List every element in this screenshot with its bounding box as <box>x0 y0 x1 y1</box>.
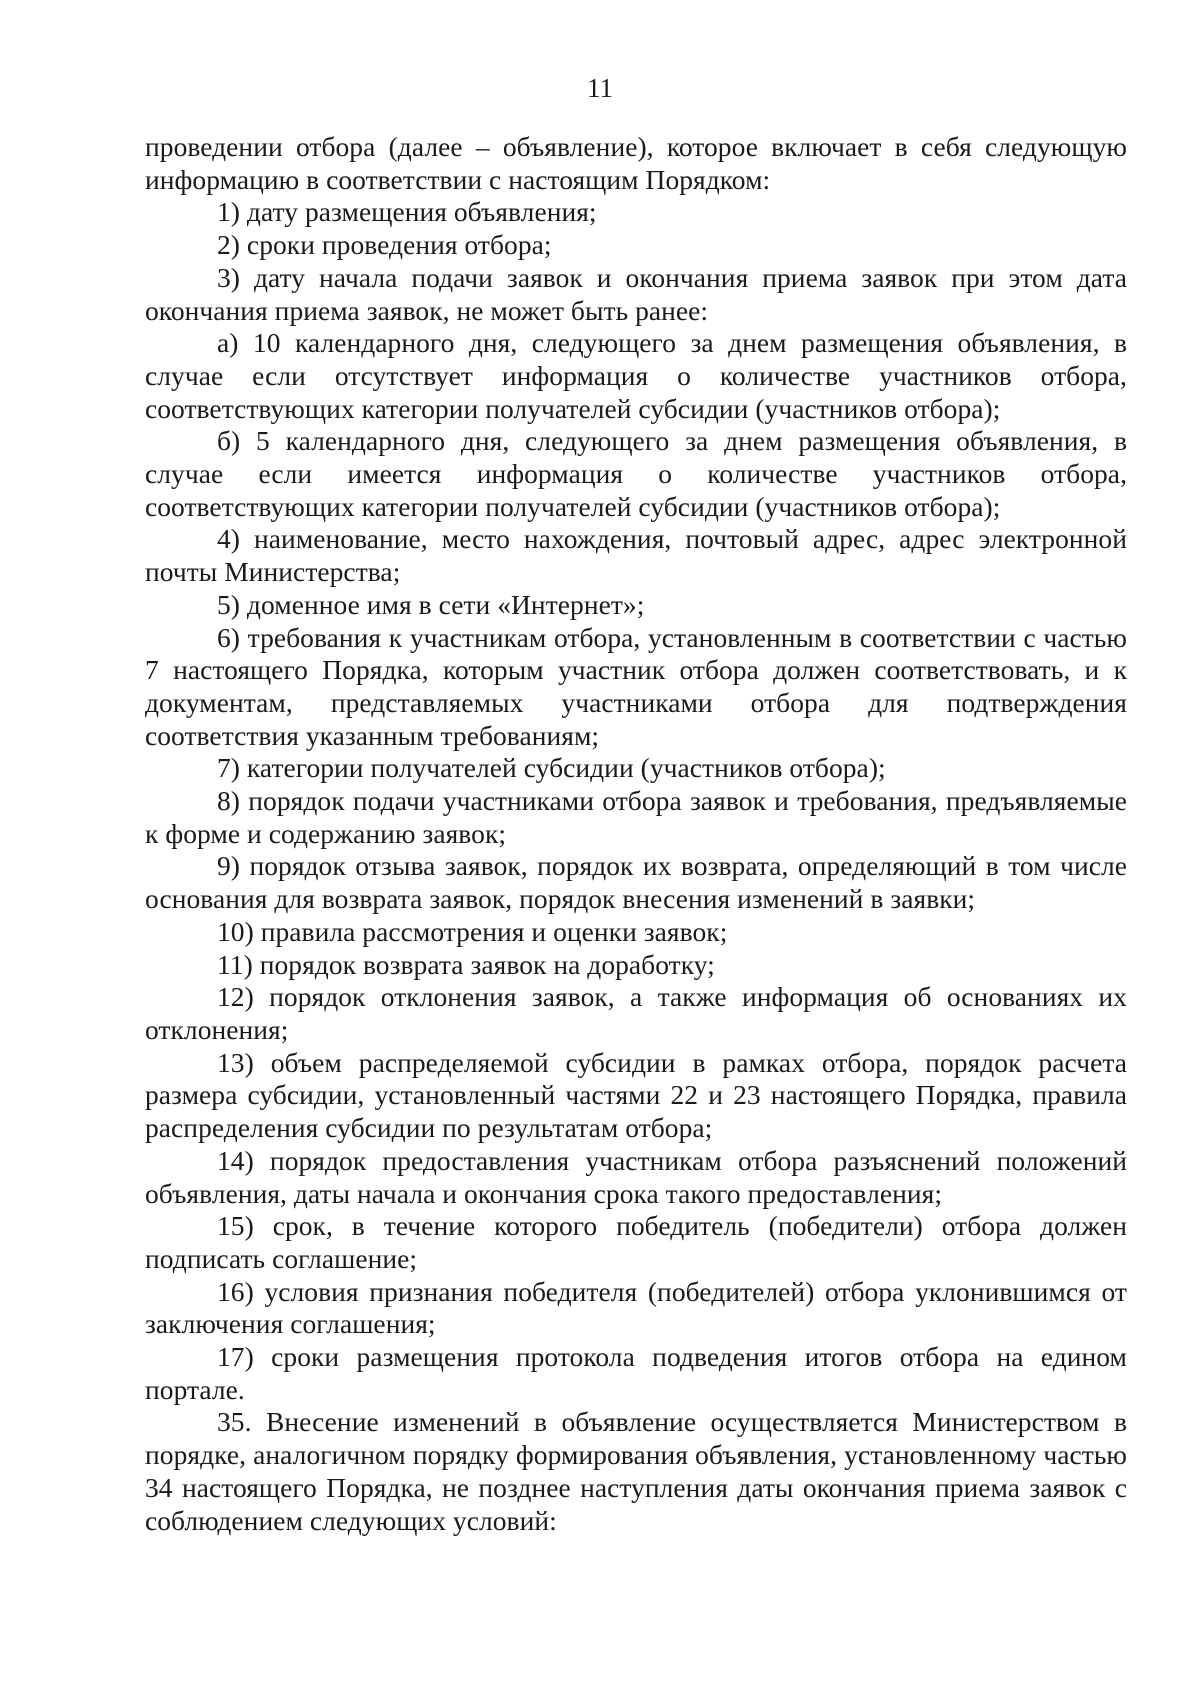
list-item-15: 15) срок, в течение которого победитель (победители) отбора должен подписать соглашение; <box>145 1210 1127 1274</box>
list-item-17: 17) сроки размещения протокола подведения итогов отбора на едином портале. <box>145 1341 1127 1405</box>
list-item-9: 9) порядок отзыва заявок, порядок их возврата, определяющий в том числе основания для возврата заявок, порядок внесения изменений в заявки; <box>145 850 1127 915</box>
list-item-10: 10) правила рассмотрения и оценки заявок; <box>217 915 728 947</box>
list-item-3b: б) 5 календарного дня, следующего за днем размещения объявления, в случае если имеется информация о количестве участников отбора, соответствующих категории получателей субсидии (участников отбора); <box>145 425 1127 522</box>
list-item-8: 8) порядок подачи участниками отбора заявок и требования, предъявляемые к форме и содержанию заявок; <box>145 785 1127 849</box>
list-item-4: 4) наименование, место нахождения, почтовый адрес, адрес электронной почты Министерства; <box>145 523 1127 588</box>
list-item-14: 14) порядок предоставления участникам отбора разъяснений положений объявления, даты начала и окончания срока такого предоставления; <box>145 1144 1127 1209</box>
list-item-2: 2) сроки проведения отбора; <box>217 229 552 261</box>
list-item-13: 13) объем распределяемой субсидии в рамках отбора, порядок расчета размера субсидии, установленный частями 22 и 23 настоящего Порядка, правила распределения субсидии по результатам отбора; <box>145 1046 1127 1144</box>
list-item-3a: а) 10 календарного дня, следующего за днем размещения объявления, в случае если отсутствует информация о количестве участников отбора, соответствующих категории получателей субсидии (участников отбора); <box>145 327 1127 424</box>
paragraph-continuation: проведении отбора (далее – объявление), которое включает в себя следующую информацию в соответствии с настоящим Порядком: <box>145 131 1127 195</box>
list-item-7: 7) категории получателей субсидии (участников отбора); <box>217 752 886 784</box>
section-35: 35. Внесение изменений в объявление осуществляется Министерством в порядке, аналогичном порядку формирования объявления, установленному частью 34 настоящего Порядка, не позднее наступления даты окончания приема заявок с соблюдением следующих условий: <box>145 1406 1127 1536</box>
document-body <box>145 131 1127 1537</box>
list-item-6: 6) требования к участникам отбора, установленным в соответствии с частью 7 настоящего Порядка, которым участник отбора должен соответствовать, и к документам, представляемых участниками отбора для подтверждения соответствия указанным требованиям; <box>145 621 1127 751</box>
list-item-3: 3) дату начала подачи заявок и окончания приема заявок при этом дата окончания приема заявок, не может быть ранее: <box>145 261 1127 326</box>
page-number: 11 <box>587 73 613 103</box>
list-item-16: 16) условия признания победителя (победителей) отбора уклонившимся от заключения соглашения; <box>145 1275 1127 1340</box>
list-item-12: 12) порядок отклонения заявок, а также информация об основаниях их отклонения; <box>145 981 1127 1045</box>
list-item-5: 5) доменное имя в сети «Интернет»; <box>217 588 645 620</box>
list-item-1: 1) дату размещения объявления; <box>217 196 597 228</box>
list-item-11: 11) порядок возврата заявок на доработку; <box>217 948 715 980</box>
